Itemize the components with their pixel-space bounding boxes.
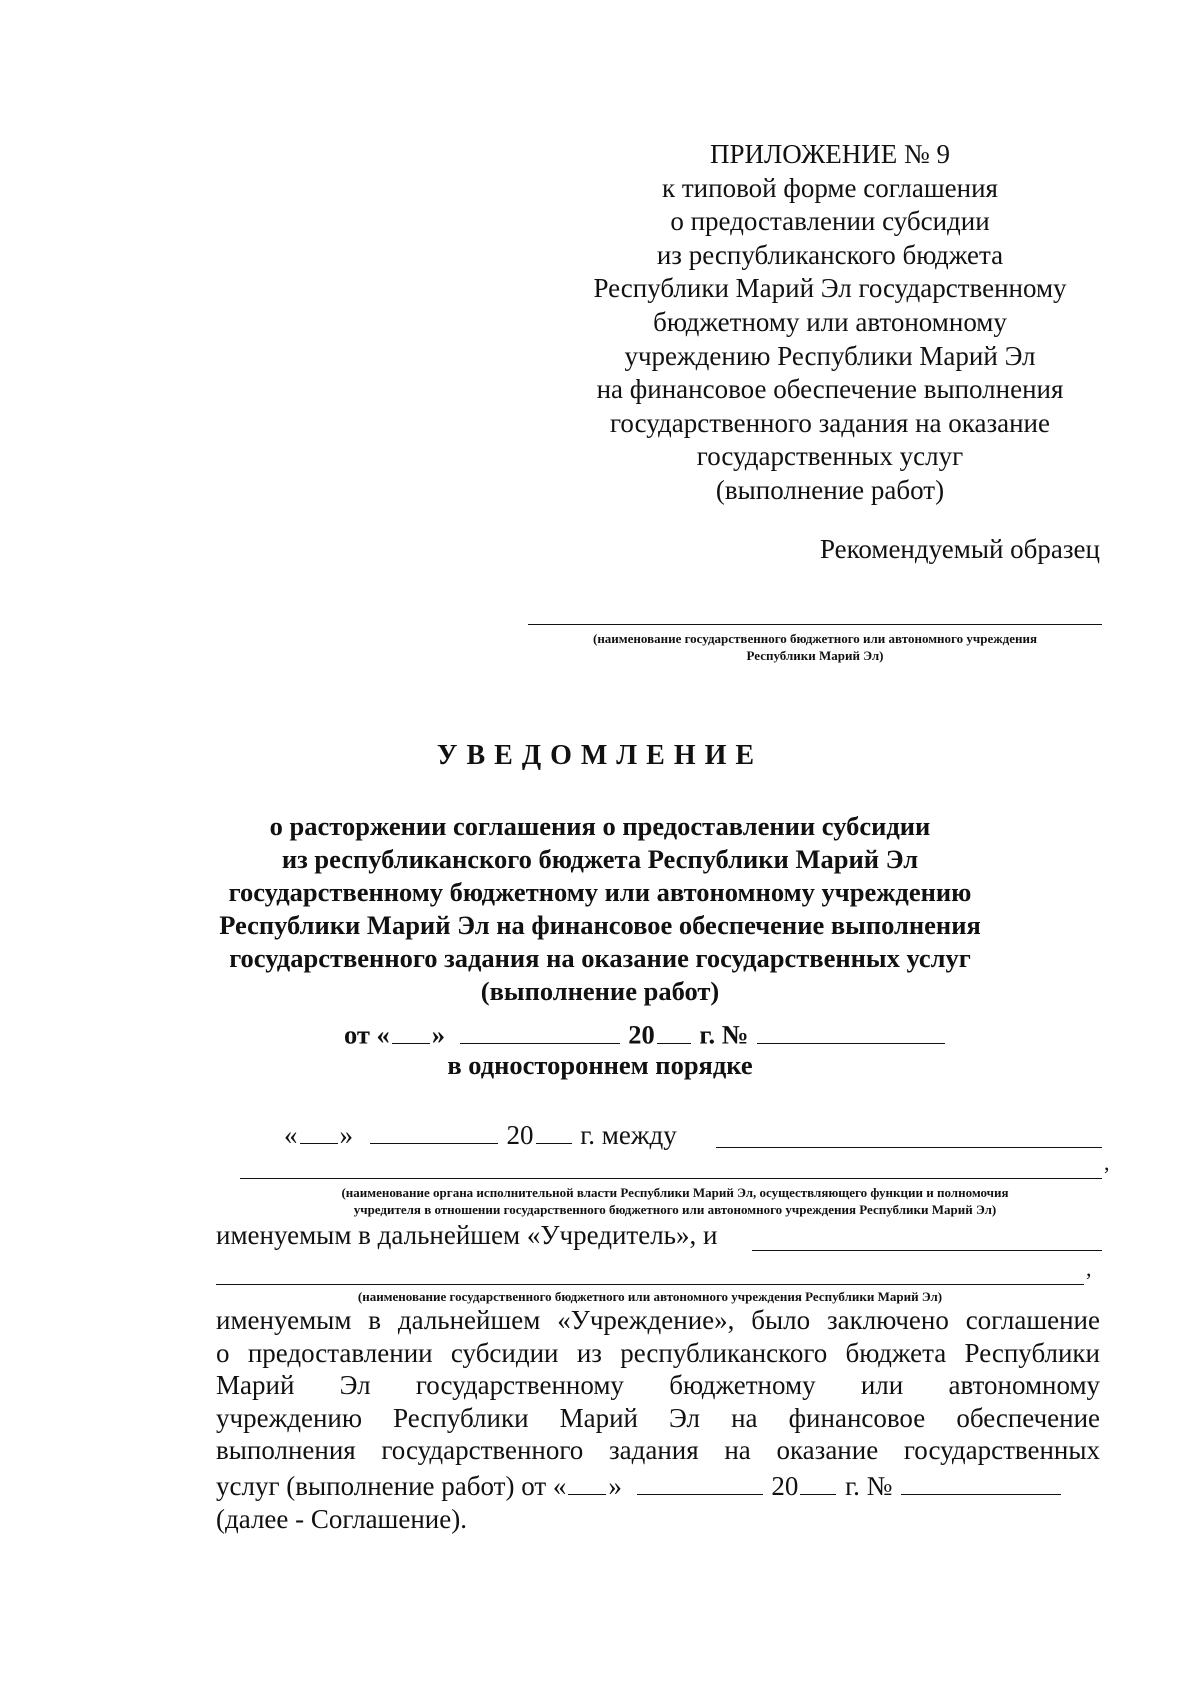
body-line [216,1402,1100,1435]
year-blank[interactable] [536,1116,572,1144]
body-line: (далее - Соглашение). [216,1503,467,1534]
recommended-sample-label: Рекомендуемый образец [819,534,1100,564]
document-heading [150,810,1050,1008]
appendix-line: из республиканского бюджета [656,239,1004,270]
word: Эл [339,1370,371,1401]
appendix-line: о предоставлении субсидии [670,206,990,237]
quote-open: « [284,1120,298,1150]
body-line-with-blanks [216,1467,1100,1503]
date-prefix: от « [344,1019,390,1050]
word: бюджетному [669,1370,816,1401]
institution-caption-2: (наименование государственного бюджетного или автономного учреждения Республики Марий Эл) [357,1289,943,1304]
day-blank[interactable] [392,1016,430,1044]
word: или [860,1370,904,1401]
number-label: г. № [845,1470,893,1501]
heading-line: Республики Марий Эл на финансовое обеспечение выполнения [219,910,981,940]
month-blank[interactable] [460,1016,620,1044]
number-blank[interactable] [901,1467,1061,1495]
body-line: выполнения государственного задания на оказание государственных [216,1435,1100,1466]
appendix-line: государственного задания на оказание [610,407,1050,438]
caption-line: Республики Марий Эл) [746,648,884,663]
between-line [284,1116,677,1151]
heading-line: государственного задания на оказание государственных услуг [229,943,971,973]
appendix-header [560,138,1100,508]
word: Эл [669,1402,700,1433]
body-line: именуемым в дальнейшем «Учреждение», было заключено соглашение [216,1305,1100,1335]
year-prefix: 20 [628,1019,655,1050]
word: обеспечение [956,1402,1101,1433]
caption-line: (наименование государственного бюджетного или автономного учреждения [592,631,1037,646]
institution-name-blank[interactable] [528,624,1102,625]
agreement-date-prefix: услуг (выполнение работ) от « [216,1470,567,1501]
body-line [216,1369,1100,1402]
day-blank[interactable] [568,1467,606,1495]
notice-date-line [344,1016,947,1051]
body-line: о предоставлении субсидии из республиканского бюджета Республики [216,1337,1100,1368]
year-prefix: 20 [771,1470,799,1501]
caption-line: (наименование органа исполнительной власти Республики Марий Эл, осуществляющего функции и полномочия [341,1185,1009,1200]
institution-caption [500,630,1130,664]
word: финансовое [788,1402,926,1433]
number-label: г. № [699,1019,749,1050]
word: Республики [393,1402,529,1433]
appendix-line: ПРИЛОЖЕНИЕ № 9 [709,139,951,169]
year-prefix: 20 [506,1120,534,1150]
year-blank[interactable] [800,1467,836,1495]
word: Марий [559,1402,638,1433]
comma: , [1104,1150,1110,1175]
caption-line: учредителя в отношении государственного бюджетного или автономного учреждения Республики Марий Эл) [353,1202,997,1217]
unilateral-label: в одностороннем порядке [447,1050,753,1080]
comma: , [1086,1256,1092,1281]
word: учреждению [216,1402,363,1433]
appendix-line: бюджетному или автономному [653,306,1007,337]
month-blank[interactable] [370,1116,498,1144]
heading-line: (выполнение работ) [480,976,720,1006]
founder-name-blank-1[interactable] [716,1147,1102,1148]
between-label: г. между [580,1120,677,1150]
appendix-line: (выполнение работ) [715,474,945,505]
appendix-line: к типовой форме соглашения [662,172,998,203]
quote-close: » [431,1019,446,1050]
word: автономному [948,1370,1101,1401]
quote-close: » [608,1470,622,1501]
appendix-line: на финансовое обеспечение выполнения [596,374,1064,405]
word: государственному [415,1370,624,1401]
heading-line: о расторжении соглашения о предоставлении субсидии [269,811,931,841]
month-blank[interactable] [637,1467,763,1495]
appendix-line: государственных услуг [696,441,964,472]
appendix-line: Республики Марий Эл государственному [593,273,1067,304]
word: Марий [216,1370,295,1401]
year-blank[interactable] [657,1016,691,1044]
founder-named-line: именуемым в дальнейшем «Учредитель», и [216,1220,718,1250]
institution-name-blank-1[interactable] [752,1250,1102,1251]
word: на [731,1402,758,1433]
quote-close: » [339,1120,353,1150]
appendix-line: учреждению Республики Марий Эл [624,340,1036,371]
body-paragraph [216,1304,1100,1535]
document-title: УВЕДОМЛЕНИЕ [436,740,764,771]
founder-name-blank-2[interactable] [240,1178,1102,1179]
heading-line: государственному бюджетному или автономному учреждению [228,877,972,907]
heading-line: из республиканского бюджета Республики Марий Эл [281,844,919,874]
day-blank[interactable] [300,1116,338,1144]
founder-caption [200,1184,1150,1218]
number-blank[interactable] [757,1016,945,1044]
institution-name-blank-2[interactable] [216,1284,1084,1285]
